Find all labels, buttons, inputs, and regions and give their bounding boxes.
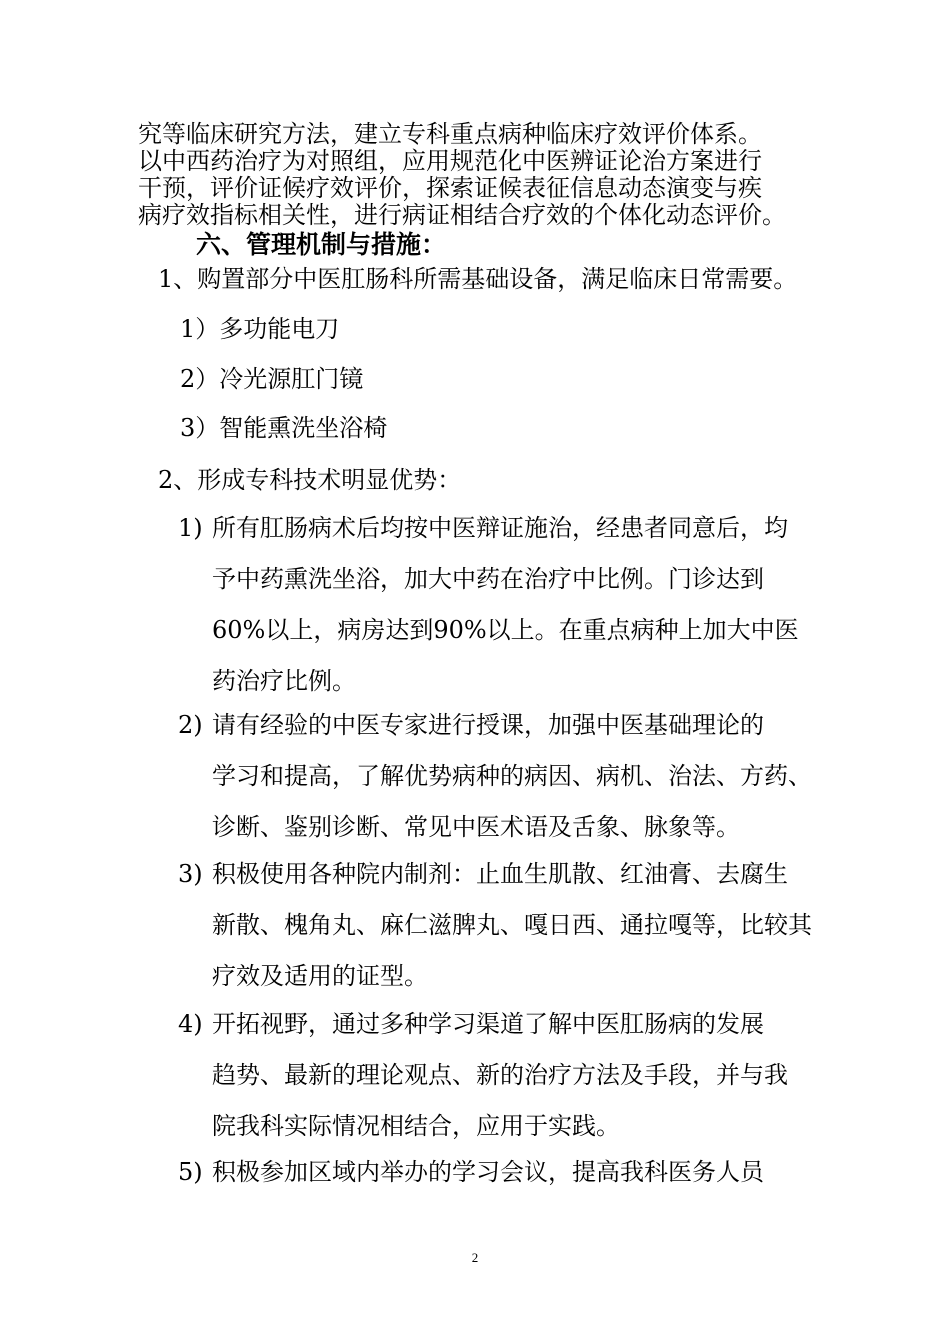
list-item-line: 学习和提高，了解优势病种的病因、病机、治法、方药、 [212,762,812,790]
list-item-line: 诊断、鉴别诊断、常见中医术语及舌象、脉象等。 [212,813,740,841]
list-item-line: 药治疗比例。 [212,667,356,695]
list-item-line: 开拓视野，通过多种学习渠道了解中医肛肠病的发展 [212,1010,764,1038]
list-item-number: 5) [178,1158,203,1186]
list-item-number: 2) [178,711,203,739]
list-item-line: 所有肛肠病术后均按中医辩证施治，经患者同意后，均 [212,514,788,542]
list-item-number: 4) [178,1010,203,1038]
list-item-text [212,709,812,862]
list-item-line: 请有经验的中医专家进行授课，加强中医基础理论的 [212,711,764,739]
list-item-text [212,1008,812,1161]
list-item-line: 院我科实际情况相结合，应用于实践。 [212,1112,620,1140]
equipment-item: 3）智能熏洗坐浴椅 [180,414,388,442]
list-item-line: 趋势、最新的理论观点、新的治疗方法及手段，并与我 [212,1061,788,1089]
list-item-line: 新散、槐角丸、麻仁滋脾丸、嘎日西、通拉嘎等，比较其 [212,911,812,939]
list-item-line: 60%以上，病房达到90%以上。在重点病种上加大中医 [212,616,799,644]
list-item-line: 积极使用各种院内制剂：止血生肌散、红油膏、去腐生 [212,860,788,888]
section-heading: 六、管理机制与措施： [196,230,447,259]
list-item-line: 予中药熏洗坐浴，加大中药在治疗中比例。门诊达到 [212,565,764,593]
list-item-number: 1) [178,514,203,542]
list-item-text [212,1156,812,1207]
intro-line: 究等临床研究方法，建立专科重点病种临床疗效评价体系。 [138,120,762,148]
equipment-item: 1）多功能电刀 [180,315,340,343]
list-item-line: 疗效及适用的证型。 [212,962,428,990]
point1-title: 1、购置部分中医肛肠科所需基础设备，满足临床日常需要。 [158,265,798,293]
point2-title: 2、形成专科技术明显优势： [158,466,462,494]
intro-line: 以中西药治疗为对照组，应用规范化中医辨证论治方案进行 [138,147,762,175]
list-item-line: 积极参加区域内举办的学习会议，提高我科医务人员 [212,1158,764,1186]
equipment-item: 2）冷光源肛门镜 [180,365,364,393]
intro-line: 干预，评价证候疗效评价，探索证候表征信息动态演变与疾 [138,174,762,202]
list-item-text [212,858,812,1011]
page-number: 2 [471,1250,479,1265]
list-item-text [212,512,812,716]
intro-paragraph [138,121,838,229]
intro-line: 病疗效指标相关性，进行病证相结合疗效的个体化动态评价。 [138,201,786,229]
list-item-number: 3) [178,860,203,888]
